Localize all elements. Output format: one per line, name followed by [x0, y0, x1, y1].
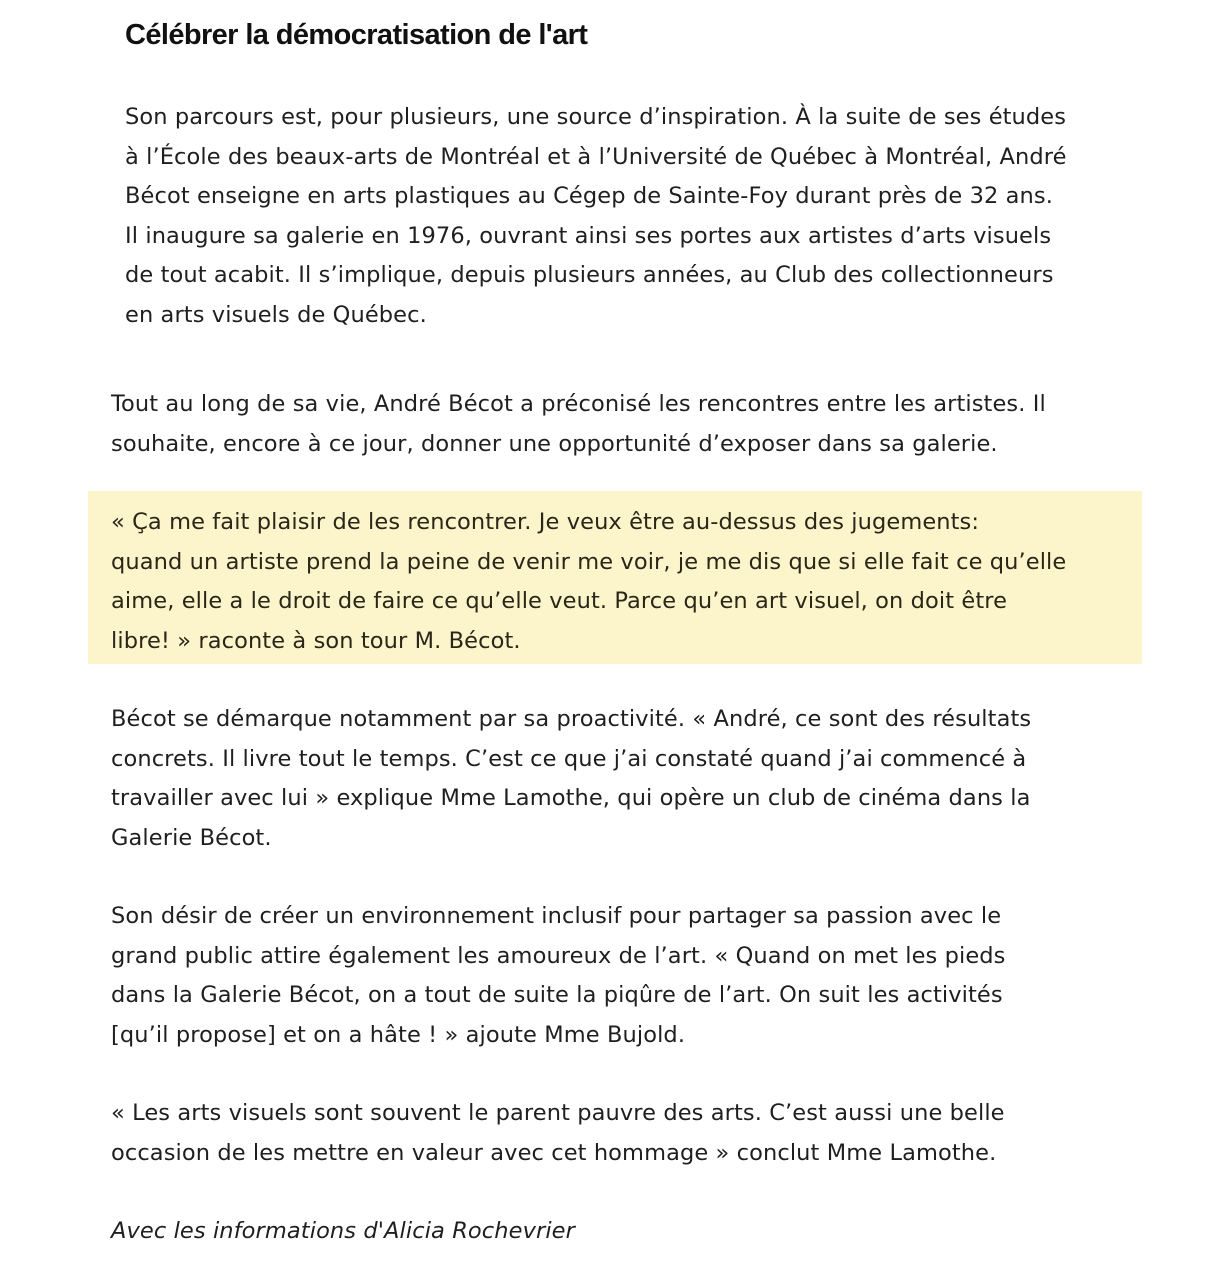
text-line: occasion de les mettre en valeur avec cet hommage » conclut Mme Lamothe. — [111, 1139, 997, 1166]
paragraph-proactivity — [111, 700, 1121, 858]
text-line: [qu’il propose] et on a hâte ! » ajoute Mme Bujold. — [111, 1021, 686, 1048]
text-line: souhaite, encore à ce jour, donner une opportunité d’exposer dans sa galerie. — [111, 430, 998, 457]
text-line: Son parcours est, pour plusieurs, une source d’inspiration. À la suite de ses études — [125, 104, 1067, 130]
highlighted-quote — [111, 503, 1121, 661]
paragraph-intro — [125, 98, 1135, 335]
text-line: à l’École des beaux-arts de Montréal et à l’Université de Québec à Montréal, André — [125, 143, 1067, 170]
text-line: dans la Galerie Bécot, on a tout de suite la piqûre de l’art. On suit les activités — [111, 982, 1003, 1008]
text-line: Galerie Bécot. — [111, 824, 272, 851]
text-line: Tout au long de sa vie, André Bécot a préconisé les rencontres entre les artistes. Il — [111, 391, 1046, 417]
text-line: libre! » raconte à son tour M. Bécot. — [111, 627, 521, 654]
paragraph-life — [111, 385, 1121, 464]
text-line: grand public attire également les amoureux de l’art. « Quand on met les pieds — [111, 942, 1006, 969]
text-line: aime, elle a le droit de faire ce qu’elle veut. Parce qu’en art visuel, on doit être — [111, 588, 1008, 614]
text-line: Son désir de créer un environnement inclusif pour partager sa passion avec le — [111, 903, 1002, 929]
text-line: Il inaugure sa galerie en 1976, ouvrant ainsi ses portes aux artistes d’arts visuels — [125, 222, 1052, 249]
text-line: « Les arts visuels sont souvent le parent pauvre des arts. C’est aussi une belle — [111, 1100, 1005, 1126]
text-line: travailler avec lui » explique Mme Lamothe, qui opère un club de cinéma dans la — [111, 785, 1031, 811]
section-heading: Célébrer la démocratisation de l'art — [125, 19, 588, 51]
text-line: concrets. Il livre tout le temps. C’est ce que j’ai constaté quand j’ai commencé à — [111, 745, 1027, 772]
text-line: en arts visuels de Québec. — [125, 301, 427, 328]
text-line: quand un artiste prend la peine de venir me voir, je me dis que si elle fait ce qu’elle — [111, 548, 1067, 575]
text-line: Bécot enseigne en arts plastiques au Cégep de Sainte-Foy durant près de 32 ans. — [125, 183, 1053, 209]
text-line: de tout acabit. Il s’implique, depuis plusieurs années, au Club des collectionneurs — [125, 262, 1054, 288]
article-credit: Avec les informations d'Alicia Rochevrier — [111, 1218, 575, 1244]
paragraph-inclusive — [111, 897, 1121, 1055]
text-line: « Ça me fait plaisir de les rencontrer. Je veux être au-dessus des jugements: — [111, 509, 980, 535]
text-line: Bécot se démarque notamment par sa proactivité. « André, ce sont des résultats — [111, 706, 1032, 732]
paragraph-conclusion — [111, 1094, 1121, 1173]
